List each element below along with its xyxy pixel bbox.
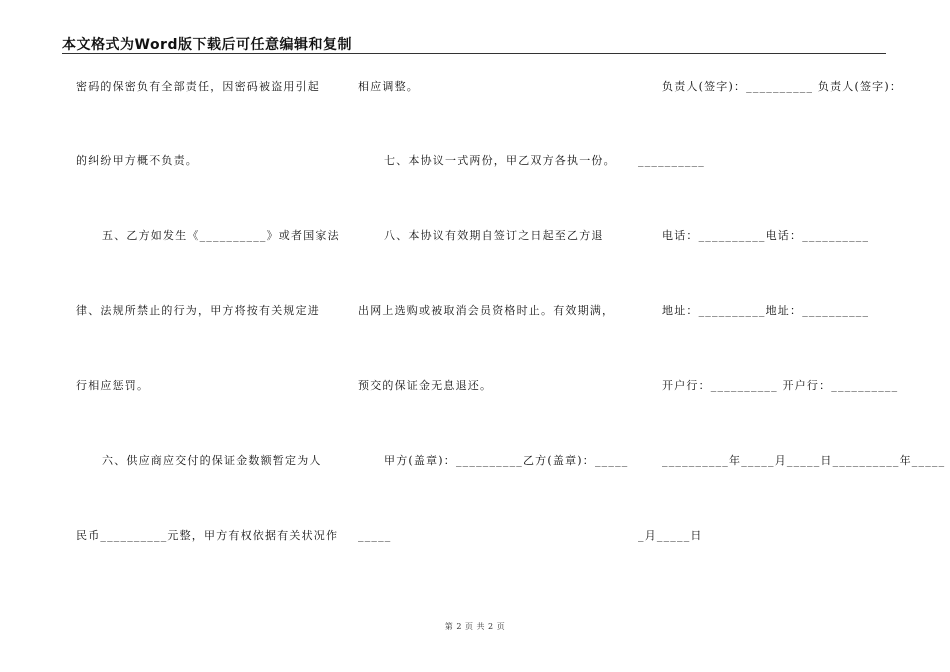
col3-line-1: 负责人(签字)：__________ 负责人(签字)： xyxy=(662,80,903,93)
col3-line-4: 地址：__________地址：__________ xyxy=(662,304,870,317)
col3-line-2: __________ xyxy=(638,154,705,167)
col1-line-5: 行相应惩罚。 xyxy=(76,379,150,392)
col1-line-1: 密码的保密负有全部责任，因密码被盗用引起 xyxy=(76,80,320,93)
page-header-title: 本文格式为Word版下载后可任意编辑和复制 xyxy=(62,37,352,53)
col2-line-3: 八、本协议有效期自签订之日起至乙方退 xyxy=(384,229,604,242)
col3-line-3: 电话：__________电话：__________ xyxy=(662,229,870,242)
col1-line-2: 的纠纷甲方概不负责。 xyxy=(76,154,198,167)
col2-line-6: 甲方(盖章)：__________乙方(盖章)：_____ xyxy=(384,454,629,467)
col3-line-6: __________年_____月_____日__________年_____ xyxy=(662,454,946,467)
col1-line-4: 律、法规所禁止的行为，甲方将按有关规定进 xyxy=(76,304,320,317)
col3-line-5: 开户行：__________ 开户行：__________ xyxy=(662,379,899,392)
page-number-footer: 第 2 页 共 2 页 xyxy=(444,622,506,631)
col2-line-4: 出网上选购或被取消会员资格时止。有效期满， xyxy=(358,304,615,317)
col1-line-6: 六、供应商应交付的保证金数额暂定为人 xyxy=(102,454,322,467)
col2-line-2: 七、本协议一式两份，甲乙双方各执一份。 xyxy=(384,154,616,167)
col2-line-1: 相应调整。 xyxy=(358,80,419,93)
col2-line-7: _____ xyxy=(358,529,392,542)
col2-line-5: 预交的保证金无息退还。 xyxy=(358,379,493,392)
header-rule xyxy=(62,53,886,54)
col1-line-3: 五、乙方如发生《__________》或者国家法 xyxy=(102,229,340,242)
col1-line-7: 民币__________元整，甲方有权依据有关状况作 xyxy=(76,529,339,542)
col3-line-7: _月_____日 xyxy=(638,529,703,542)
